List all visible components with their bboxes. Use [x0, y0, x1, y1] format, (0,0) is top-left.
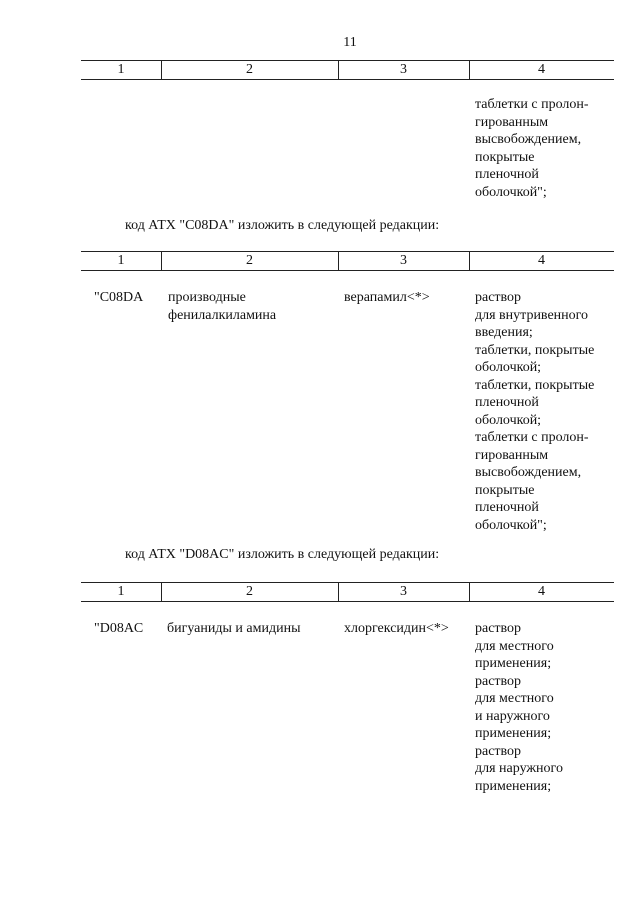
dosage-forms-continued: таблетки с пролон- гированным высвобождением, покрытые пленочной оболочкой"; [475, 97, 589, 200]
drug-group-d08ac: бигуаниды и амидины [167, 621, 301, 636]
header-col-2: 2 [246, 62, 253, 77]
substance-chlorhexidine: хлоргексидин<*> [344, 621, 449, 636]
header-col-2: 2 [246, 584, 253, 599]
instruction-c08da: код АТХ "C08DA" изложить в следующей редакции: [125, 218, 440, 233]
dosage-forms-c08da: раствор для внутривенного введения; таблетки, покрытые оболочкой; таблетки, покрытые пленочной оболочкой; таблетки с пролон- гированным высвобождением, покрытые пленочной оболочкой"; [475, 290, 595, 533]
header-col-3: 3 [400, 62, 407, 77]
column-divider [338, 61, 339, 79]
header-col-3: 3 [400, 253, 407, 268]
header-col-4: 4 [538, 584, 545, 599]
table-header-2 [81, 251, 614, 271]
column-divider [161, 252, 162, 270]
header-col-1: 1 [117, 62, 125, 77]
column-divider [161, 583, 162, 601]
column-divider [338, 252, 339, 270]
table-header-1 [81, 60, 614, 80]
substance-verapamil: верапамил<*> [344, 290, 430, 305]
page-number: 11 [343, 35, 357, 50]
atc-code-d08ac: "D08AC [94, 621, 144, 636]
column-divider [161, 61, 162, 79]
column-divider [338, 583, 339, 601]
header-col-1: 1 [117, 584, 125, 599]
header-col-3: 3 [400, 584, 407, 599]
table-header-3 [81, 582, 614, 602]
atc-code-c08da: "C08DA [94, 290, 144, 305]
drug-group-c08da: производные фенилалкиламина [168, 290, 277, 323]
instruction-d08ac: код АТХ "D08AC" изложить в следующей редакции: [125, 547, 440, 562]
header-col-4: 4 [538, 62, 545, 77]
dosage-forms-d08ac: раствор для местного применения; раствор для местного и наружного применения; раствор для наружного применения; [475, 621, 563, 794]
column-divider [469, 252, 470, 270]
header-col-1: 1 [117, 253, 125, 268]
header-col-2: 2 [246, 253, 253, 268]
header-col-4: 4 [538, 253, 545, 268]
column-divider [469, 583, 470, 601]
column-divider [469, 61, 470, 79]
